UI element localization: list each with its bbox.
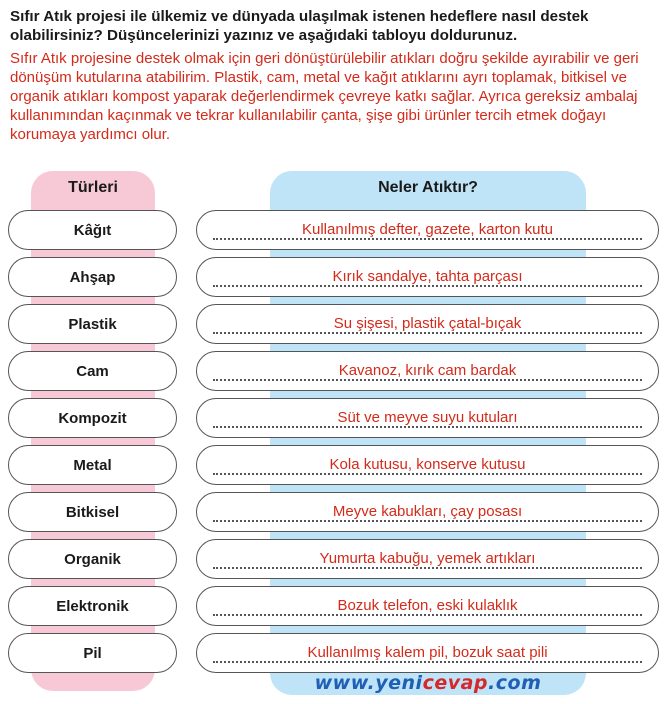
answer-value: Kırık sandalye, tahta parçası <box>332 268 523 285</box>
table-row <box>0 539 667 579</box>
table-row <box>0 304 667 344</box>
type-label: Organik <box>8 539 177 579</box>
answer-field[interactable] <box>196 586 659 626</box>
answer-value: Kola kutusu, konserve kutusu <box>329 456 526 473</box>
dotted-line <box>213 520 642 522</box>
table-row <box>0 351 667 391</box>
question-text: Sıfır Atık projesi ile ülkemiz ve dünyada ulaşılmak istenen hedeflere nasıl destek olabilirsiniz? Düşüncelerinizi yazınız ve aşağıdaki tabloyu doldurunuz. <box>10 8 589 44</box>
answer-value: Meyve kabukları, çay posası <box>332 503 523 520</box>
dotted-line <box>213 661 642 663</box>
answer-field[interactable] <box>196 445 659 485</box>
dotted-line <box>213 238 642 240</box>
dotted-line <box>213 567 642 569</box>
type-label: Metal <box>8 445 177 485</box>
dotted-line <box>213 332 642 334</box>
answer-field[interactable] <box>196 633 659 673</box>
watermark-part-1: www.yeni <box>314 672 423 694</box>
type-label: Kâğıt <box>8 210 177 250</box>
answer-value: Kullanılmış kalem pil, bozuk saat pili <box>307 644 548 661</box>
watermark-part-2: cevap <box>422 672 489 694</box>
table-row <box>0 445 667 485</box>
watermark-part-3: .com <box>488 672 542 694</box>
table-row <box>0 586 667 626</box>
answer-field[interactable] <box>196 492 659 532</box>
answer-field[interactable] <box>196 539 659 579</box>
answer-value: Kavanoz, kırık cam bardak <box>338 362 517 379</box>
type-label: Plastik <box>8 304 177 344</box>
answer-field[interactable] <box>196 351 659 391</box>
table-row <box>0 492 667 532</box>
answer-field[interactable] <box>196 210 659 250</box>
answer-field[interactable] <box>196 257 659 297</box>
type-label: Elektronik <box>8 586 177 626</box>
answer-value: Yumurta kabuğu, yemek artıkları <box>319 550 536 567</box>
table-row <box>0 398 667 438</box>
type-label: Bitkisel <box>8 492 177 532</box>
dotted-line <box>213 426 642 428</box>
dotted-line <box>213 285 642 287</box>
answer-value: Su şişesi, plastik çatal-bıçak <box>333 315 522 332</box>
type-label: Ahşap <box>8 257 177 297</box>
answer-field[interactable] <box>196 304 659 344</box>
answer-value: Bozuk telefon, eski kulaklık <box>337 597 518 614</box>
dotted-line <box>213 473 642 475</box>
dotted-line <box>213 379 642 381</box>
dotted-line <box>213 614 642 616</box>
table-row <box>0 257 667 297</box>
type-label: Cam <box>8 351 177 391</box>
waste-header: Neler Atıktır? <box>378 179 478 196</box>
answer-text: Sıfır Atık projesine destek olmak için geri dönüştürülebilir atıkları doğru şekilde ayırabilir ve geri dönüşüm kutularına atabilirim. Plastik, cam, metal ve kağıt atıklarını ayrı toplamak, bitkisel ve organik atıkları kompost yaparak değerlendirmek çevreye katkı sağlar. Ayrıca gereksiz ambalaj kullanımından kaçınmak ve tekrar kullanılabilir çanta, şişe gibi ürünler tercih etmek doğayı korumaya yardımcı olur. <box>10 50 639 143</box>
answer-value: Kullanılmış defter, gazete, karton kutu <box>302 221 553 238</box>
type-label: Pil <box>8 633 177 673</box>
watermark-logo <box>270 672 586 694</box>
type-label: Kompozit <box>8 398 177 438</box>
answer-value: Süt ve meyve suyu kutuları <box>337 409 518 426</box>
answer-field[interactable] <box>196 398 659 438</box>
table-row <box>0 210 667 250</box>
table-row <box>0 633 667 673</box>
types-header: Türleri <box>68 179 118 196</box>
